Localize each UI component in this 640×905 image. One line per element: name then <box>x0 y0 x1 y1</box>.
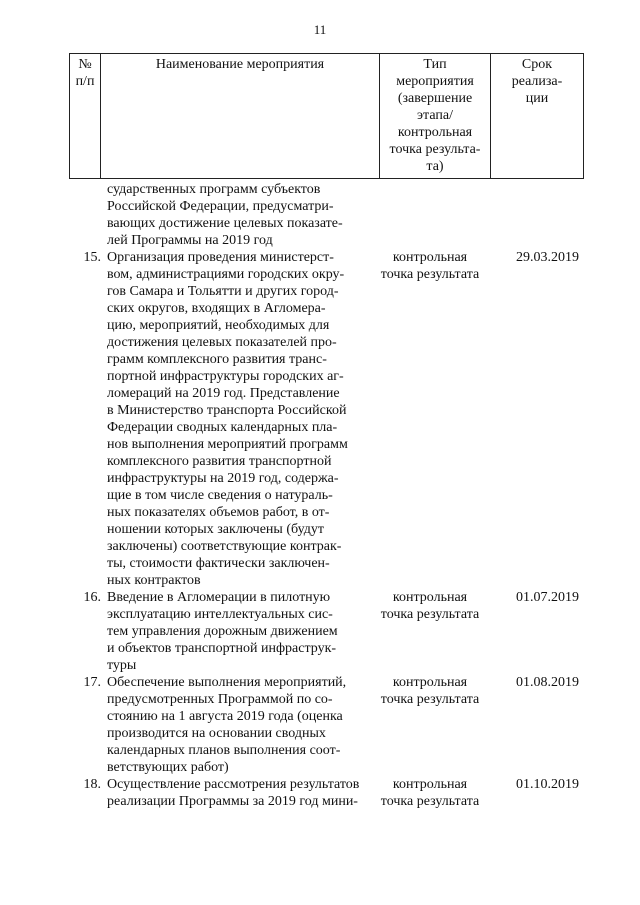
event-name-line: Введение в Агломерации в пилотную <box>107 590 331 605</box>
table-row <box>69 181 579 249</box>
header-type-line: этапа/ <box>417 108 453 123</box>
table-row <box>69 589 579 674</box>
event-name-line: портной инфраструктуры городских аг- <box>107 369 344 384</box>
event-name-line: и объектов транспортной инфраструк- <box>107 641 337 656</box>
event-name-line: заключены) соответствующие контрак- <box>107 539 342 554</box>
event-name-line: ных показателях объемов работ, в от- <box>107 505 330 520</box>
header-name-column <box>101 54 380 179</box>
event-type-line: точка результата <box>380 692 480 707</box>
header-row <box>70 54 584 179</box>
row-event-name <box>105 776 371 810</box>
row-deadline: 29.03.2019 <box>516 250 579 265</box>
row-number: 15. <box>83 250 101 265</box>
event-name-line: Федерации сводных календарных пла- <box>107 420 338 435</box>
event-name-line: гов Самара и Тольятти и других город- <box>107 284 339 299</box>
header-num-line: № <box>78 57 92 72</box>
header-type-line: Тип <box>423 57 447 72</box>
header-num-line: п/п <box>75 74 95 89</box>
row-event-name <box>105 674 371 776</box>
event-name-line: ных контрактов <box>107 573 201 588</box>
header-number-column <box>70 54 101 179</box>
event-name-line: Организация проведения министерст- <box>107 250 334 265</box>
header-type-line: (завершение <box>397 91 473 106</box>
table-body <box>69 181 579 810</box>
event-name-line: ских округов, входящих в Агломера- <box>107 301 326 316</box>
event-name-line: грамм комплексного развития транс- <box>107 352 327 367</box>
row-event-type <box>371 776 489 810</box>
event-name-line: тем управления дорожным движением <box>107 624 338 639</box>
row-event-name <box>105 249 371 589</box>
event-name-line: вом, администрациями городских окру- <box>107 267 345 282</box>
row-number: 16. <box>83 590 101 605</box>
header-type-line: та) <box>426 159 444 174</box>
event-name-line: Российской Федерации, предусматри- <box>107 199 334 214</box>
event-type-line: точка результата <box>380 607 480 622</box>
event-type-line: точка результата <box>380 267 480 282</box>
event-name-line: нов выполнения мероприятий программ <box>107 437 348 452</box>
event-name-line: сударственных программ субъектов <box>107 182 321 197</box>
table-row <box>69 776 579 810</box>
row-event-type <box>371 589 489 623</box>
row-event-name <box>105 181 371 249</box>
event-name-line: инфраструктуры на 2019 год, содержа- <box>107 471 339 486</box>
event-type-line: контрольная <box>392 250 468 265</box>
event-name-line: лей Программы на 2019 год <box>107 233 273 248</box>
header-type-column <box>380 54 491 179</box>
table-row <box>69 674 579 776</box>
event-type-line: точка результата <box>380 794 480 809</box>
event-name-line: ветствующих работ) <box>107 760 229 775</box>
event-name-line: достижения целевых показателей про- <box>107 335 337 350</box>
row-event-type <box>371 674 489 708</box>
event-name-line: щие в том числе сведения о натураль- <box>107 488 333 503</box>
event-name-line: предусмотренных Программой по со- <box>107 692 333 707</box>
header-name-line: Наименование мероприятия <box>155 57 325 72</box>
event-type-line: контрольная <box>392 590 468 605</box>
event-name-line: производится на основании сводных <box>107 726 326 741</box>
table-header <box>69 53 584 179</box>
header-type-line: контрольная <box>397 125 473 140</box>
event-type-line: контрольная <box>392 675 468 690</box>
event-name-line: ломераций на 2019 год. Представление <box>107 386 340 401</box>
row-deadline: 01.10.2019 <box>516 777 579 792</box>
event-type-line: контрольная <box>392 777 468 792</box>
table-row <box>69 249 579 589</box>
event-name-line: вающих достижение целевых показате- <box>107 216 343 231</box>
event-name-line: ты, стоимости фактически заключен- <box>107 556 330 571</box>
event-name-line: календарных планов выполнения соот- <box>107 743 341 758</box>
header-term-line: реализа- <box>511 74 563 89</box>
row-deadline: 01.07.2019 <box>516 590 579 605</box>
row-event-type <box>371 249 489 283</box>
event-name-line: Обеспечение выполнения мероприятий, <box>107 675 347 690</box>
event-name-line: в Министерство транспорта Российской <box>107 403 347 418</box>
row-number: 18. <box>83 777 101 792</box>
event-name-line: эксплуатацию интеллектуальных сис- <box>107 607 333 622</box>
header-type-line: мероприятия <box>396 74 474 89</box>
row-number: 17. <box>83 675 101 690</box>
page-number: 11 <box>313 22 327 37</box>
header-term-line: ции <box>525 91 549 106</box>
event-name-line: цию, мероприятий, необходимых для <box>107 318 330 333</box>
event-name-line: реализации Программы за 2019 год мини- <box>107 794 358 809</box>
header-term-column <box>491 54 584 179</box>
header-type-line: точка результа- <box>389 142 481 157</box>
event-name-line: ношении которых заключены (будут <box>107 522 324 537</box>
event-name-line: стоянию на 1 августа 2019 года (оценка <box>107 709 343 724</box>
header-term-line: Срок <box>521 57 553 72</box>
row-event-name <box>105 589 371 674</box>
event-name-line: комплексного развития транспортной <box>107 454 332 469</box>
row-deadline: 01.08.2019 <box>516 675 579 690</box>
event-name-line: туры <box>107 658 137 673</box>
event-name-line: Осуществление рассмотрения результатов <box>107 777 360 792</box>
